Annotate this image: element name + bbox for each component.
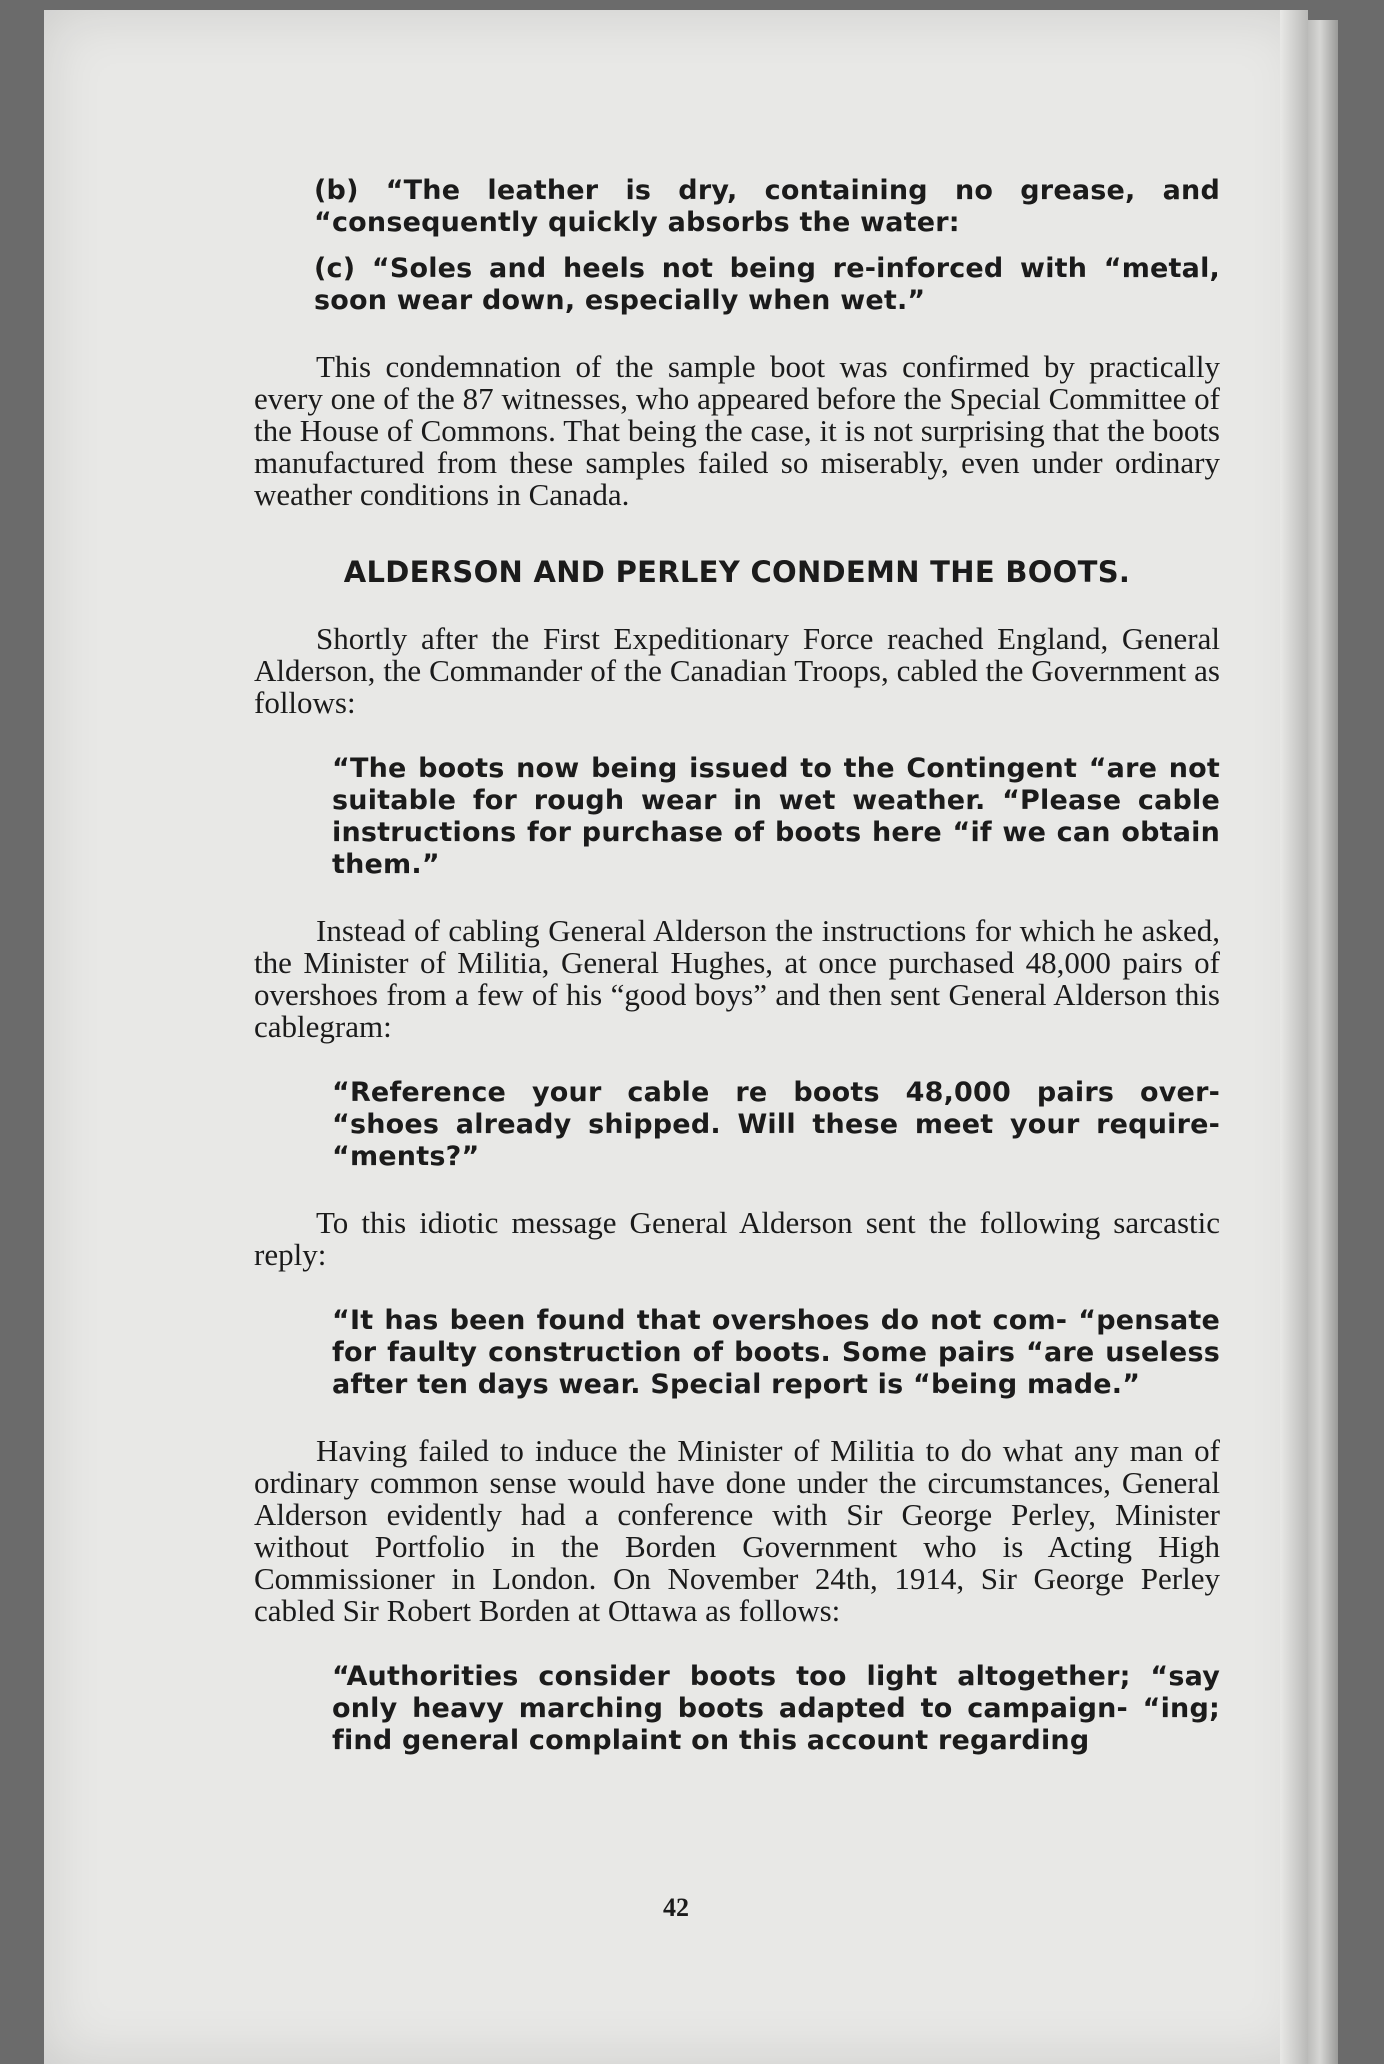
paragraph-perley-conference: Having failed to induce the Minister of Militia to do what any man of ordinary common sense would have done under the circumstances, General Alderson evidently had a conference with Sir George Perley, Minister without Portfolio in the Borden Government who is Acting High Commissioner in London. On November 24th, 1914, Sir George Perley cabled Sir Robert Borden at Ottawa as follows: [254,1433,1220,1628]
quote-b: (b) “The leather is dry, containing no grease, and “consequently quickly absorbs the water: [314,175,1220,238]
quote-boots-unsuitable: “The boots now being issued to the Contingent “are not suitable for rough wear in wet weather. “Please cable instructions for purchase of boots here “if we can obtain them.” [332,753,1220,880]
book-page [44,10,1308,2064]
section-heading: ALDERSON AND PERLEY CONDEMN THE BOOTS. [343,555,1131,589]
page-text [254,175,1220,1757]
quote-overshoes-shipped: “Reference your cable re boots 48,000 pairs over- “shoes already shipped. Will these meet your require- “ments?” [332,1077,1220,1172]
quote-overshoes-useless: “It has been found that overshoes do not com- “pensate for faulty construction of boots. Some pairs “are useless after ten days wear. Special report is “being made.” [332,1305,1220,1400]
facing-page-edge [1308,20,1338,2064]
paragraph-overshoes: Instead of cabling General Alderson the instructions for which he asked, the Minister of Militia, General Hughes, at once purchased 48,000 pairs of overshoes from a few of his “good boys” and then sent General Alderson this cablegram: [254,913,1220,1044]
paragraph-condemnation: This condemnation of the sample boot was confirmed by practically every one of the 87 witnesses, who appeared before the Special Committee of the House of Commons. That being the case, it is not surprising that the boots manufactured from these samples failed so miserably, even under ordinary weather conditions in Canada. [254,349,1220,512]
quote-c: (c) “Soles and heels not being re-inforced with “metal, soon wear down, especially when wet.” [314,253,1220,316]
quote-boots-too-light: “Authorities consider boots too light altogether; “say only heavy marching boots adapted to campaign- “ing; find general complaint on this account regarding [332,1661,1220,1756]
page-gutter [1280,10,1308,2064]
page-number: 42 [663,1893,689,1922]
paragraph-sarcastic-reply: To this idiotic message General Alderson sent the following sarcastic reply: [254,1205,1220,1272]
paragraph-alderson-cable: Shortly after the First Expeditionary Force reached England, General Alderson, the Commander of the Canadian Troops, cabled the Government as follows: [254,621,1220,720]
